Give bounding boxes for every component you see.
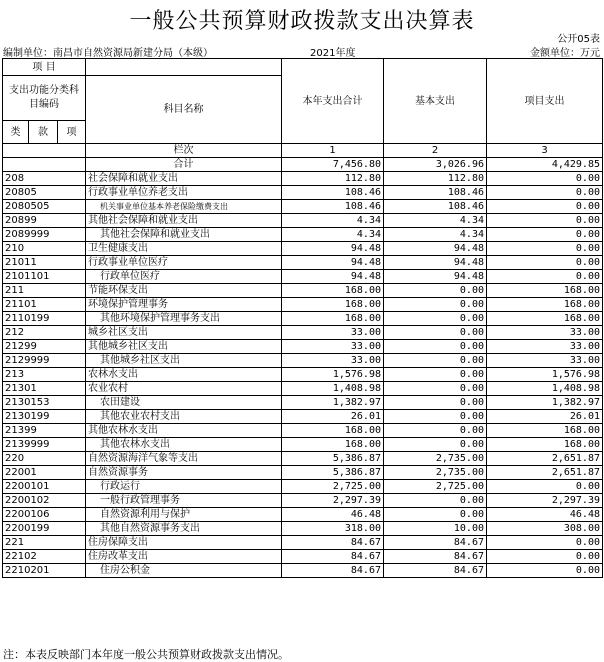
subject-name: 住房保障支出 — [86, 536, 282, 550]
amount-total: 4.34 — [282, 228, 384, 242]
subject-name: 社会保障和就业支出 — [86, 172, 282, 186]
amount-basic: 4.34 — [384, 228, 487, 242]
table-row — [3, 564, 603, 578]
amount-project: 1,408.98 — [487, 382, 603, 396]
amount-total: 168.00 — [282, 312, 384, 326]
amount-total: 94.48 — [282, 242, 384, 256]
table-row — [3, 228, 603, 242]
table-row — [3, 214, 603, 228]
subject-code: 2129999 — [3, 354, 86, 368]
amount-basic: 94.48 — [384, 270, 487, 284]
subject-name: 其他城乡社区支出 — [86, 340, 282, 354]
table-row — [3, 256, 603, 270]
amount-basic: 0.00 — [384, 438, 487, 452]
table-row — [3, 508, 603, 522]
amount-total: 4.34 — [282, 214, 384, 228]
amount-project: 1,382.97 — [487, 396, 603, 410]
amount-total: 33.00 — [282, 340, 384, 354]
amount-total: 26.01 — [282, 410, 384, 424]
total-basic: 3,026.96 — [384, 158, 487, 172]
amount-project: 33.00 — [487, 340, 603, 354]
amount-total: 2,725.00 — [282, 480, 384, 494]
amount-project: 0.00 — [487, 186, 603, 200]
subject-code: 2210201 — [3, 564, 86, 578]
amount-total: 1,382.97 — [282, 396, 384, 410]
subject-code: 21299 — [3, 340, 86, 354]
report-title: 一般公共预算财政拨款支出决算表 — [129, 9, 475, 34]
amount-basic: 10.00 — [384, 522, 487, 536]
amount-total: 5,386.87 — [282, 466, 384, 480]
amount-basic: 4.34 — [384, 214, 487, 228]
subject-name: 自然资源事务 — [86, 466, 282, 480]
amount-basic: 0.00 — [384, 284, 487, 298]
subject-code: 22001 — [3, 466, 86, 480]
amount-total: 318.00 — [282, 522, 384, 536]
table-row — [3, 312, 603, 326]
amount-basic: 2,725.00 — [384, 480, 487, 494]
form-number: 公开05表 — [557, 34, 600, 45]
amount-basic: 108.46 — [384, 186, 487, 200]
amount-total: 168.00 — [282, 298, 384, 312]
amount-project: 0.00 — [487, 550, 603, 564]
amount-basic: 0.00 — [384, 298, 487, 312]
subject-code: 2130199 — [3, 410, 86, 424]
class-header: 类 — [3, 121, 29, 144]
amount-project: 33.00 — [487, 326, 603, 340]
amount-total: 5,386.87 — [282, 452, 384, 466]
subject-name: 其他社会保障和就业支出 — [86, 214, 282, 228]
total-project: 4,429.85 — [487, 158, 603, 172]
total-label: 合计 — [86, 158, 282, 172]
table-row — [3, 536, 603, 550]
amount-project: 2,297.39 — [487, 494, 603, 508]
table-row — [3, 480, 603, 494]
amount-project: 26.01 — [487, 410, 603, 424]
code-group-header: 支出功能分类科目编码 — [3, 76, 86, 121]
sub-header: 项 — [58, 121, 86, 144]
amount-basic: 0.00 — [384, 396, 487, 410]
subject-name: 行政事业单位养老支出 — [86, 186, 282, 200]
amount-project: 168.00 — [487, 424, 603, 438]
reporting-unit: 编制单位：南昌市自然资源局新建分局（本级） — [3, 48, 213, 59]
total-amount: 7,456.80 — [282, 158, 384, 172]
subject-name: 其他自然资源事务支出 — [86, 522, 282, 536]
subject-code: 2130153 — [3, 396, 86, 410]
amount-basic: 0.00 — [384, 326, 487, 340]
amount-project: 0.00 — [487, 270, 603, 284]
amount-basic: 94.48 — [384, 256, 487, 270]
table-row — [3, 396, 603, 410]
table-row — [3, 354, 603, 368]
subject-name: 行政运行 — [86, 480, 282, 494]
subject-name: 节能环保支出 — [86, 284, 282, 298]
col3-index: 3 — [487, 144, 603, 158]
subject-code: 20899 — [3, 214, 86, 228]
subject-name: 一般行政管理事务 — [86, 494, 282, 508]
amount-total: 112.80 — [282, 172, 384, 186]
subject-name: 行政事业单位医疗 — [86, 256, 282, 270]
amount-basic: 0.00 — [384, 410, 487, 424]
amount-basic: 84.67 — [384, 564, 487, 578]
table-row — [3, 410, 603, 424]
amount-basic: 0.00 — [384, 340, 487, 354]
table-row — [3, 368, 603, 382]
amount-total: 84.67 — [282, 536, 384, 550]
subject-code: 22102 — [3, 550, 86, 564]
amount-total: 94.48 — [282, 256, 384, 270]
subject-name: 其他社会保障和就业支出 — [86, 228, 282, 242]
col-total-header: 本年支出合计 — [282, 59, 384, 144]
amount-project: 0.00 — [487, 200, 603, 214]
table-row — [3, 438, 603, 452]
subject-code: 2200106 — [3, 508, 86, 522]
subject-name: 其他农林水支出 — [86, 424, 282, 438]
subject-name: 农田建设 — [86, 396, 282, 410]
amount-basic: 0.00 — [384, 424, 487, 438]
subject-code: 211 — [3, 284, 86, 298]
subject-code: 213 — [3, 368, 86, 382]
amount-total: 46.48 — [282, 508, 384, 522]
subject-name: 卫生健康支出 — [86, 242, 282, 256]
amount-project: 2,651.87 — [487, 452, 603, 466]
amount-basic: 84.67 — [384, 550, 487, 564]
subject-name: 住房改革支出 — [86, 550, 282, 564]
subject-code: 21399 — [3, 424, 86, 438]
amount-basic: 108.46 — [384, 200, 487, 214]
amount-basic: 0.00 — [384, 382, 487, 396]
amount-project: 2,651.87 — [487, 466, 603, 480]
amount-project: 0.00 — [487, 536, 603, 550]
subject-name: 城乡社区支出 — [86, 326, 282, 340]
table-row — [3, 424, 603, 438]
amount-total: 84.67 — [282, 550, 384, 564]
subject-name: 自然资源海洋气象等支出 — [86, 452, 282, 466]
table-row — [3, 522, 603, 536]
item-header: 项 目 — [3, 59, 86, 76]
amount-basic: 112.80 — [384, 172, 487, 186]
amount-total: 108.46 — [282, 200, 384, 214]
subject-code: 2200101 — [3, 480, 86, 494]
amount-project: 1,576.98 — [487, 368, 603, 382]
subject-code: 2110199 — [3, 312, 86, 326]
amount-basic: 2,735.00 — [384, 452, 487, 466]
amount-total: 33.00 — [282, 326, 384, 340]
subject-name-header: 科目名称 — [86, 76, 282, 144]
subject-name: 其他农业农村支出 — [86, 410, 282, 424]
amount-total: 168.00 — [282, 284, 384, 298]
amount-total: 94.48 — [282, 270, 384, 284]
amount-unit: 金额单位：万元 — [530, 48, 600, 59]
subject-code: 2089999 — [3, 228, 86, 242]
subject-code: 2080505 — [3, 200, 86, 214]
subject-code: 2200102 — [3, 494, 86, 508]
amount-total: 108.46 — [282, 186, 384, 200]
subject-code: 21011 — [3, 256, 86, 270]
table-row — [3, 466, 603, 480]
subject-code: 208 — [3, 172, 86, 186]
subject-name: 机关事业单位基本养老保险缴费支出 — [86, 200, 282, 214]
amount-total: 1,408.98 — [282, 382, 384, 396]
amount-total: 84.67 — [282, 564, 384, 578]
subject-name: 其他环境保护管理事务支出 — [86, 312, 282, 326]
table-row — [3, 186, 603, 200]
table-row — [3, 326, 603, 340]
subject-name: 住房公积金 — [86, 564, 282, 578]
report-year: 2021年度 — [310, 48, 356, 59]
table-row — [3, 172, 603, 186]
subject-name: 行政单位医疗 — [86, 270, 282, 284]
amount-total: 2,297.39 — [282, 494, 384, 508]
table-row — [3, 452, 603, 466]
amount-project: 0.00 — [487, 256, 603, 270]
amount-project: 168.00 — [487, 298, 603, 312]
table-row — [3, 340, 603, 354]
amount-project: 0.00 — [487, 214, 603, 228]
amount-total: 168.00 — [282, 438, 384, 452]
amount-project: 0.00 — [487, 480, 603, 494]
table-row — [3, 200, 603, 214]
subject-name: 环境保护管理事务 — [86, 298, 282, 312]
amount-project: 168.00 — [487, 284, 603, 298]
table-row — [3, 270, 603, 284]
amount-basic: 0.00 — [384, 312, 487, 326]
subject-name: 自然资源利用与保护 — [86, 508, 282, 522]
table-row — [3, 550, 603, 564]
amount-project: 168.00 — [487, 438, 603, 452]
amount-basic: 84.67 — [384, 536, 487, 550]
subject-code: 210 — [3, 242, 86, 256]
col1-index: 1 — [282, 144, 384, 158]
section-header: 款 — [29, 121, 58, 144]
amount-project: 33.00 — [487, 354, 603, 368]
subject-name: 农林水支出 — [86, 368, 282, 382]
amount-project: 0.00 — [487, 242, 603, 256]
amount-total: 33.00 — [282, 354, 384, 368]
amount-project: 0.00 — [487, 228, 603, 242]
subject-code: 21101 — [3, 298, 86, 312]
table-row — [3, 382, 603, 396]
col-basic-header: 基本支出 — [384, 59, 487, 144]
amount-basic: 0.00 — [384, 494, 487, 508]
amount-project: 46.48 — [487, 508, 603, 522]
amount-project: 0.00 — [487, 172, 603, 186]
row-index-label: 栏次 — [86, 144, 282, 158]
subject-code: 212 — [3, 326, 86, 340]
subject-name: 其他农林水支出 — [86, 438, 282, 452]
col-project-header: 项目支出 — [487, 59, 603, 144]
subject-code: 2139999 — [3, 438, 86, 452]
subject-code: 221 — [3, 536, 86, 550]
amount-project: 308.00 — [487, 522, 603, 536]
footnote: 注：本表反映部门本年度一般公共预算财政拨款支出情况。 — [3, 648, 289, 661]
amount-basic: 0.00 — [384, 368, 487, 382]
subject-code: 2200199 — [3, 522, 86, 536]
amount-total: 168.00 — [282, 424, 384, 438]
amount-basic: 2,735.00 — [384, 466, 487, 480]
subject-code: 20805 — [3, 186, 86, 200]
subject-name: 农业农村 — [86, 382, 282, 396]
col2-index: 2 — [384, 144, 487, 158]
amount-basic: 0.00 — [384, 508, 487, 522]
subject-code: 2101101 — [3, 270, 86, 284]
subject-code: 21301 — [3, 382, 86, 396]
table-row — [3, 284, 603, 298]
table-row — [3, 494, 603, 508]
table-row — [3, 242, 603, 256]
subject-code: 220 — [3, 452, 86, 466]
subject-name: 其他城乡社区支出 — [86, 354, 282, 368]
amount-basic: 94.48 — [384, 242, 487, 256]
amount-project: 0.00 — [487, 564, 603, 578]
amount-total: 1,576.98 — [282, 368, 384, 382]
amount-basic: 0.00 — [384, 354, 487, 368]
expenditure-table — [2, 58, 603, 578]
table-row — [3, 298, 603, 312]
amount-project: 168.00 — [487, 312, 603, 326]
